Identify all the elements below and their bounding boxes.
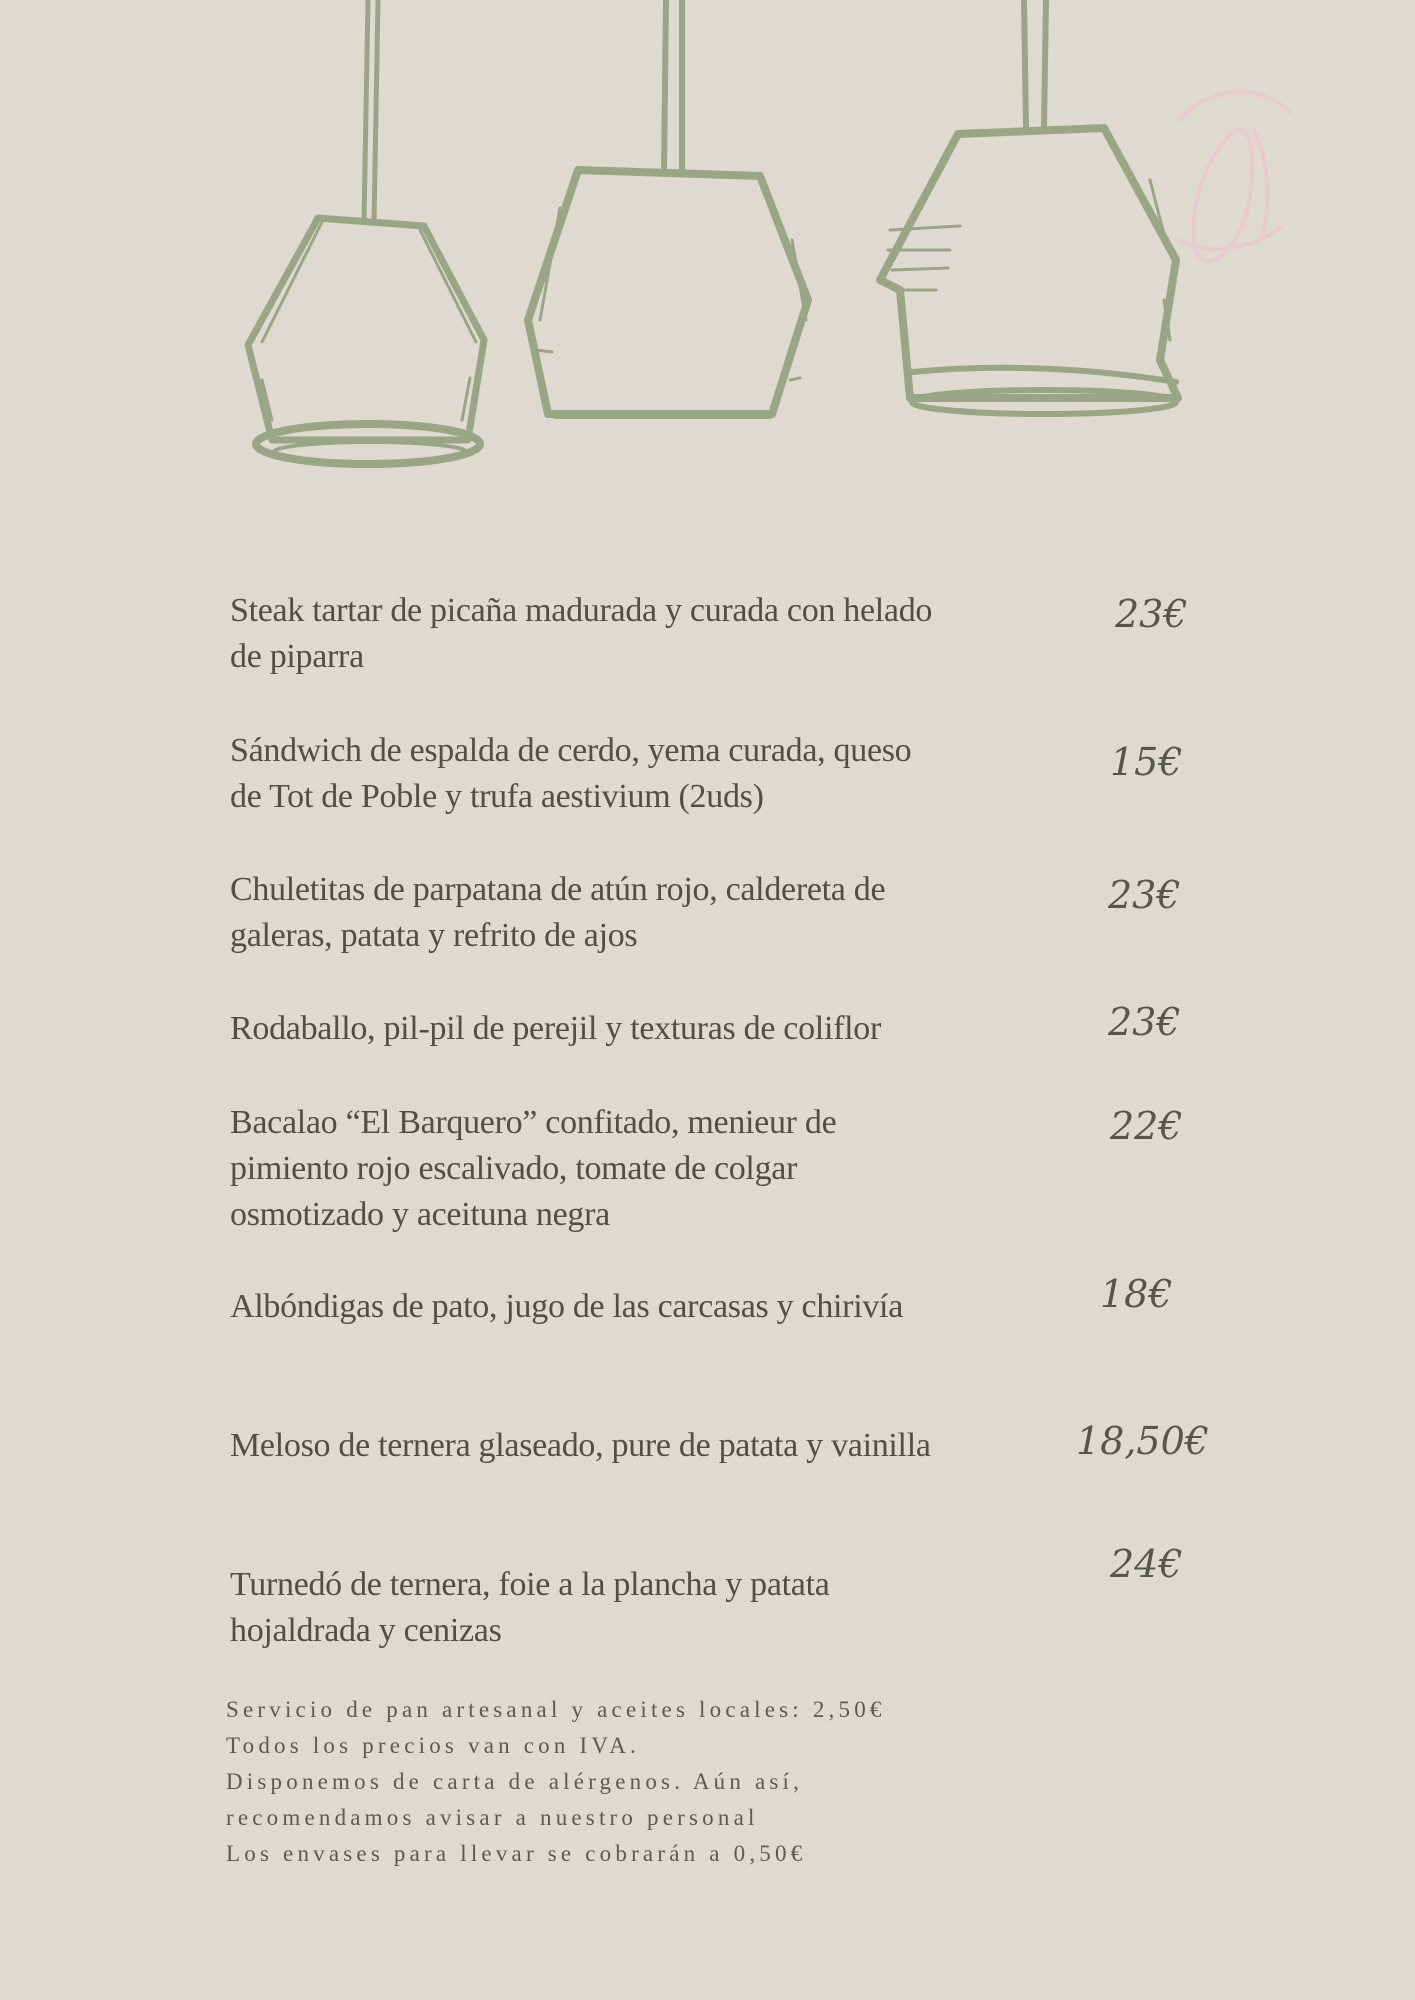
dish-price: 18€ — [1100, 1272, 1173, 1316]
pendant-lamps-illustration — [0, 0, 1415, 480]
pink-script-logo — [1178, 92, 1290, 261]
note-line: recomendamos avisar a nuestro personal — [226, 1805, 759, 1830]
dish-name: Chuletitas de parpatana de atún rojo, caldereta de galeras, patata y refrito de ajos — [230, 871, 886, 954]
lamp-right-icon — [880, 0, 1178, 414]
dish-name: Turnedó de ternera, foie a la plancha y patata hojaldrada y cenizas — [230, 1566, 830, 1649]
menu-item — [230, 1100, 1230, 1284]
dish-price: 18,50€ — [1076, 1419, 1209, 1463]
menu-item — [230, 867, 1230, 1006]
note-line: Todos los precios van con IVA. — [226, 1733, 640, 1758]
menu-item — [230, 1000, 1230, 1100]
dish-name: Steak tartar de picaña madurada y curada con helado de piparra — [230, 592, 933, 675]
menu-item — [230, 588, 1230, 728]
dish-name: Sándwich de espalda de cerdo, yema curada, queso de Tot de Poble y trufa aestivium (2uds) — [230, 732, 912, 815]
menu-notes — [226, 1692, 1126, 1872]
dish-price: 23€ — [1115, 592, 1188, 636]
dish-name: Albóndigas de pato, jugo de las carcasas y chirivía — [230, 1288, 903, 1325]
menu-item — [230, 1272, 1230, 1423]
note-line: Los envases para llevar se cobrarán a 0,50€ — [226, 1841, 807, 1866]
menu-list — [230, 588, 1230, 1662]
dish-name: Meloso de ternera glaseado, pure de patata y vainilla — [230, 1427, 931, 1464]
dish-price: 24€ — [1110, 1542, 1183, 1586]
dish-price: 23€ — [1108, 873, 1181, 917]
menu-item — [230, 1542, 1230, 1662]
dish-price: 15€ — [1110, 740, 1183, 784]
lamp-center-icon — [528, 0, 808, 416]
dish-price: 23€ — [1108, 1000, 1181, 1044]
dish-name: Rodaballo, pil-pil de perejil y texturas de coliflor — [230, 1010, 881, 1047]
menu-item — [230, 1419, 1230, 1562]
lamp-left-icon — [248, 0, 484, 464]
menu-item — [230, 728, 1230, 867]
note-line: Servicio de pan artesanal y aceites locales: 2,50€ — [226, 1697, 886, 1722]
dish-price: 22€ — [1110, 1104, 1183, 1148]
note-line: Disponemos de carta de alérgenos. Aún así, — [226, 1769, 804, 1794]
dish-name: Bacalao “El Barquero” confitado, menieur de pimiento rojo escalivado, tomate de colgar osmotizado y aceituna negra — [230, 1104, 837, 1233]
